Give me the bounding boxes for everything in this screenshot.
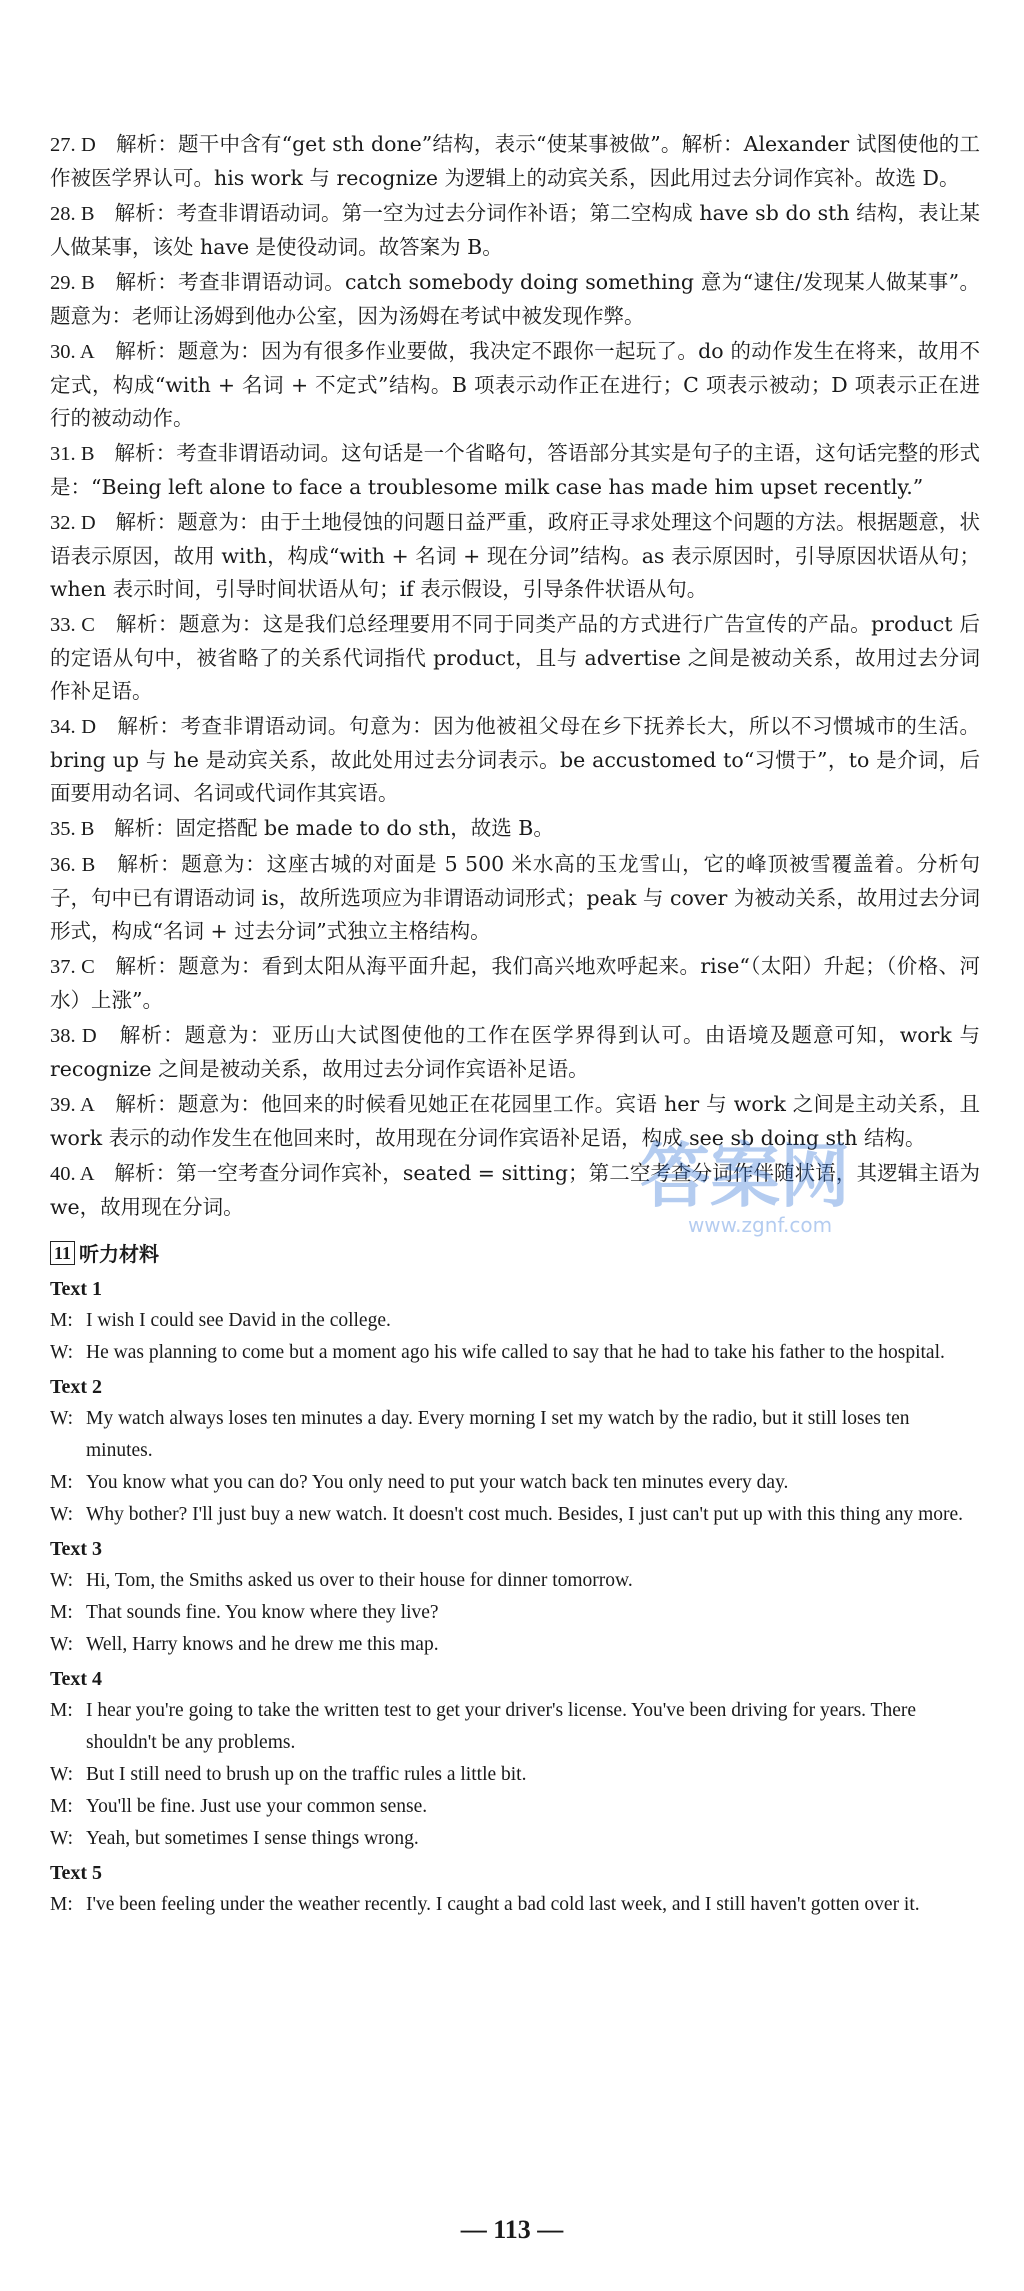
speaker-label: W:: [50, 1504, 74, 1525]
answer-number: 28. B: [50, 203, 95, 225]
answer-item: [50, 128, 980, 195]
dialogue-text: That sounds fine. You know where they live?: [86, 1602, 439, 1623]
dialogue-text: My watch always loses ten minutes a day. Every morning I set my watch by the radio, but it still loses ten minutes.: [86, 1408, 910, 1461]
dialogue-text: But I still need to brush up on the traffic rules a little bit.: [86, 1764, 527, 1785]
answer-list: [50, 128, 980, 1224]
answer-number: 33. C: [50, 614, 95, 636]
section-title: 听力材料: [79, 1242, 160, 1266]
dialogue-line: [50, 1823, 980, 1855]
answer-item: [50, 437, 980, 504]
answer-item: [50, 335, 980, 435]
answer-item: [50, 812, 980, 846]
section-heading: [50, 1238, 980, 1267]
answer-explanation: 解析：题干中含有“get sth done”结构，表示“使某事被做”。解析：Alexander 试图使他的工作被医学界认可。his work 与 recognize 为逻辑上的动宾关系，因此用过去分词作宾补。故选 D。: [50, 132, 980, 190]
answer-number: 39. A: [50, 1094, 95, 1116]
listening-material: [50, 1273, 980, 1921]
answer-explanation: 解析：题意为：这是我们总经理要用不同于同类产品的方式进行广告宣传的产品。product 后的定语从句中，被省略了的关系代词指代 product，且与 advertise 之间是被动关系，故用过去分词作补足语。: [50, 612, 980, 703]
dialogue-text: Well, Harry knows and he drew me this map.: [86, 1634, 439, 1655]
answer-item: [50, 848, 980, 948]
dialogue-text: Yeah, but sometimes I sense things wrong.: [86, 1828, 419, 1849]
dialogue-line: [50, 1629, 980, 1661]
answer-number: 31. B: [50, 443, 95, 465]
dialogue-line: [50, 1337, 980, 1369]
speaker-label: M:: [50, 1796, 73, 1817]
text-heading: Text 2: [50, 1376, 103, 1398]
text-heading: Text 1: [50, 1278, 103, 1300]
speaker-label: W:: [50, 1342, 74, 1363]
answer-item: [50, 197, 980, 264]
page-number: — 113 —: [460, 2215, 564, 2244]
answer-explanation: 解析：题意为：由于土地侵蚀的问题日益严重，政府正寻求处理这个问题的方法。根据题意，状语表示原因，故用 with，构成“with + 名词 + 现在分词”结构。as 表示原因时，引导原因状语从句；when 表示时间，引导时间状语从句；if 表示假设，引导条件状语从句。: [50, 510, 980, 601]
speaker-label: M:: [50, 1472, 73, 1493]
watermark-text: 答案网: [640, 1135, 850, 1217]
answer-explanation: 解析：题意为：亚历山大试图使他的工作在医学界得到认可。由语境及题意可知，work 与 recognize 之间是被动关系，故用过去分词作宾语补足语。: [50, 1023, 980, 1081]
answer-explanation: 解析：题意为：这座古城的对面是 5 500 米水高的玉龙雪山，它的峰顶被雪覆盖着。分析句子，句中已有谓语动词 is，故所选项应为非谓语动词形式；peak 与 cover 为被动关系，故用过去分词形式，构成“名词 + 过去分词”式独立主格结构。: [50, 852, 980, 943]
dialogue-line: [50, 1403, 980, 1467]
answer-explanation: 解析：考查非谓语动词。第一空为过去分词作补语；第二空构成 have sb do sth 结构，表让某人做某事，该处 have 是使役动词。故答案为 B。: [50, 201, 980, 259]
answer-item: [50, 950, 980, 1017]
speaker-label: W:: [50, 1828, 74, 1849]
answer-number: 36. B: [50, 854, 96, 876]
dialogue-line: [50, 1467, 980, 1499]
answer-explanation: 解析：题意为：因为有很多作业要做，我决定不跟你一起玩了。do 的动作发生在将来，故用不定式，构成“with + 名词 + 不定式”结构。B 项表示动作正在进行；C 项表示被动；D 项表示正在进行的被动动作。: [50, 339, 980, 430]
answer-item: [50, 608, 980, 708]
dialogue-text: Why bother? I'll just buy a new watch. It doesn't cost much. Besides, I just can't put up with this thing any more.: [86, 1504, 964, 1525]
answer-number: 32. D: [50, 512, 96, 534]
answer-item: [50, 710, 980, 810]
speaker-label: W:: [50, 1634, 74, 1655]
watermark-subtext: www.zgnf.com: [687, 1213, 833, 1237]
answer-explanation: 解析：题意为：他回来的时候看见她正在花园里工作。宾语 her 与 work 之间是主动关系，且 work 表示的动作发生在他回来时，故用现在分词作宾语补足语，构成 see sb doing sth 结构。: [50, 1092, 980, 1150]
speaker-label: W:: [50, 1764, 74, 1785]
dialogue-line: [50, 1759, 980, 1791]
speaker-label: M:: [50, 1700, 73, 1721]
answer-number: 27. D: [50, 134, 96, 156]
speaker-label: M:: [50, 1602, 73, 1623]
dialogue-line: [50, 1499, 980, 1531]
answer-explanation: 解析：考查非谓语动词。句意为：因为他被祖父母在乡下抚养长大，所以不习惯城市的生活。bring up 与 he 是动宾关系，故此处用过去分词表示。be accustomed to“习惯于”，to 是介词，后面要用动名词、名词或代词作其宾语。: [50, 714, 980, 805]
dialogue-line: [50, 1565, 980, 1597]
dialogue-text: I've been feeling under the weather recently. I caught a bad cold last week, and I still haven't gotten over it.: [86, 1894, 920, 1915]
dialogue-line: [50, 1305, 980, 1337]
text-heading: Text 3: [50, 1538, 103, 1560]
answer-explanation: 解析：考查非谓语动词。catch somebody doing something 意为“逮住/发现某人做某事”。题意为：老师让汤姆到他办公室，因为汤姆在考试中被发现作弊。: [50, 270, 980, 328]
dialogue-line: [50, 1695, 980, 1759]
answer-number: 30. A: [50, 341, 95, 363]
answer-number: 29. B: [50, 272, 95, 294]
answer-number: 38. D: [50, 1025, 97, 1047]
answer-item: [50, 506, 980, 606]
speaker-label: W:: [50, 1570, 74, 1591]
dialogue-text: I wish I could see David in the college.: [86, 1310, 391, 1331]
speaker-label: M:: [50, 1894, 73, 1915]
dialogue-text: He was planning to come but a moment ago his wife called to say that he had to take his father to the hospital.: [86, 1342, 945, 1363]
answer-explanation: 解析：固定搭配 be made to do sth，故选 B。: [114, 816, 554, 840]
answer-item: [50, 1157, 980, 1224]
answer-number: 35. B: [50, 818, 95, 840]
dialogue-text: You know what you can do? You only need to put your watch back ten minutes every day.: [86, 1472, 789, 1493]
answer-explanation: 解析：考查非谓语动词。这句话是一个省略句，答语部分其实是句子的主语，这句话完整的形式是：“Being left alone to face a troublesome milk case has made him upset recently.”: [50, 441, 980, 499]
answer-item: [50, 266, 980, 333]
dialogue-text: You'll be fine. Just use your common sense.: [86, 1796, 428, 1817]
answer-number: 40. A: [50, 1163, 95, 1185]
answer-explanation: 解析：题意为：看到太阳从海平面升起，我们高兴地欢呼起来。rise“（太阳）升起；（价格、河水）上涨”。: [50, 954, 980, 1012]
text-heading: Text 5: [50, 1862, 103, 1884]
page-content: [50, 128, 980, 1921]
answer-number: 34. D: [50, 716, 97, 738]
dialogue-line: [50, 1791, 980, 1823]
answer-number: 37. C: [50, 956, 95, 978]
dialogue-line: [50, 1889, 980, 1921]
answer-item: [50, 1019, 980, 1086]
answer-item: [50, 1088, 980, 1155]
dialogue-text: Hi, Tom, the Smiths asked us over to their house for dinner tomorrow.: [86, 1570, 633, 1591]
dialogue-text: I hear you're going to take the written test to get your driver's license. You've been driving for years. There shouldn't be any problems.: [86, 1700, 917, 1753]
section-number-box: 11: [50, 1241, 75, 1265]
speaker-label: W:: [50, 1408, 74, 1429]
dialogue-line: [50, 1597, 980, 1629]
text-heading: Text 4: [50, 1668, 103, 1690]
answer-explanation: 解析：第一空考查分词作宾补，seated = sitting；第二空考查分词作伴随状语，其逻辑主语为 we，故用现在分词。: [50, 1161, 980, 1219]
speaker-label: M:: [50, 1310, 73, 1331]
